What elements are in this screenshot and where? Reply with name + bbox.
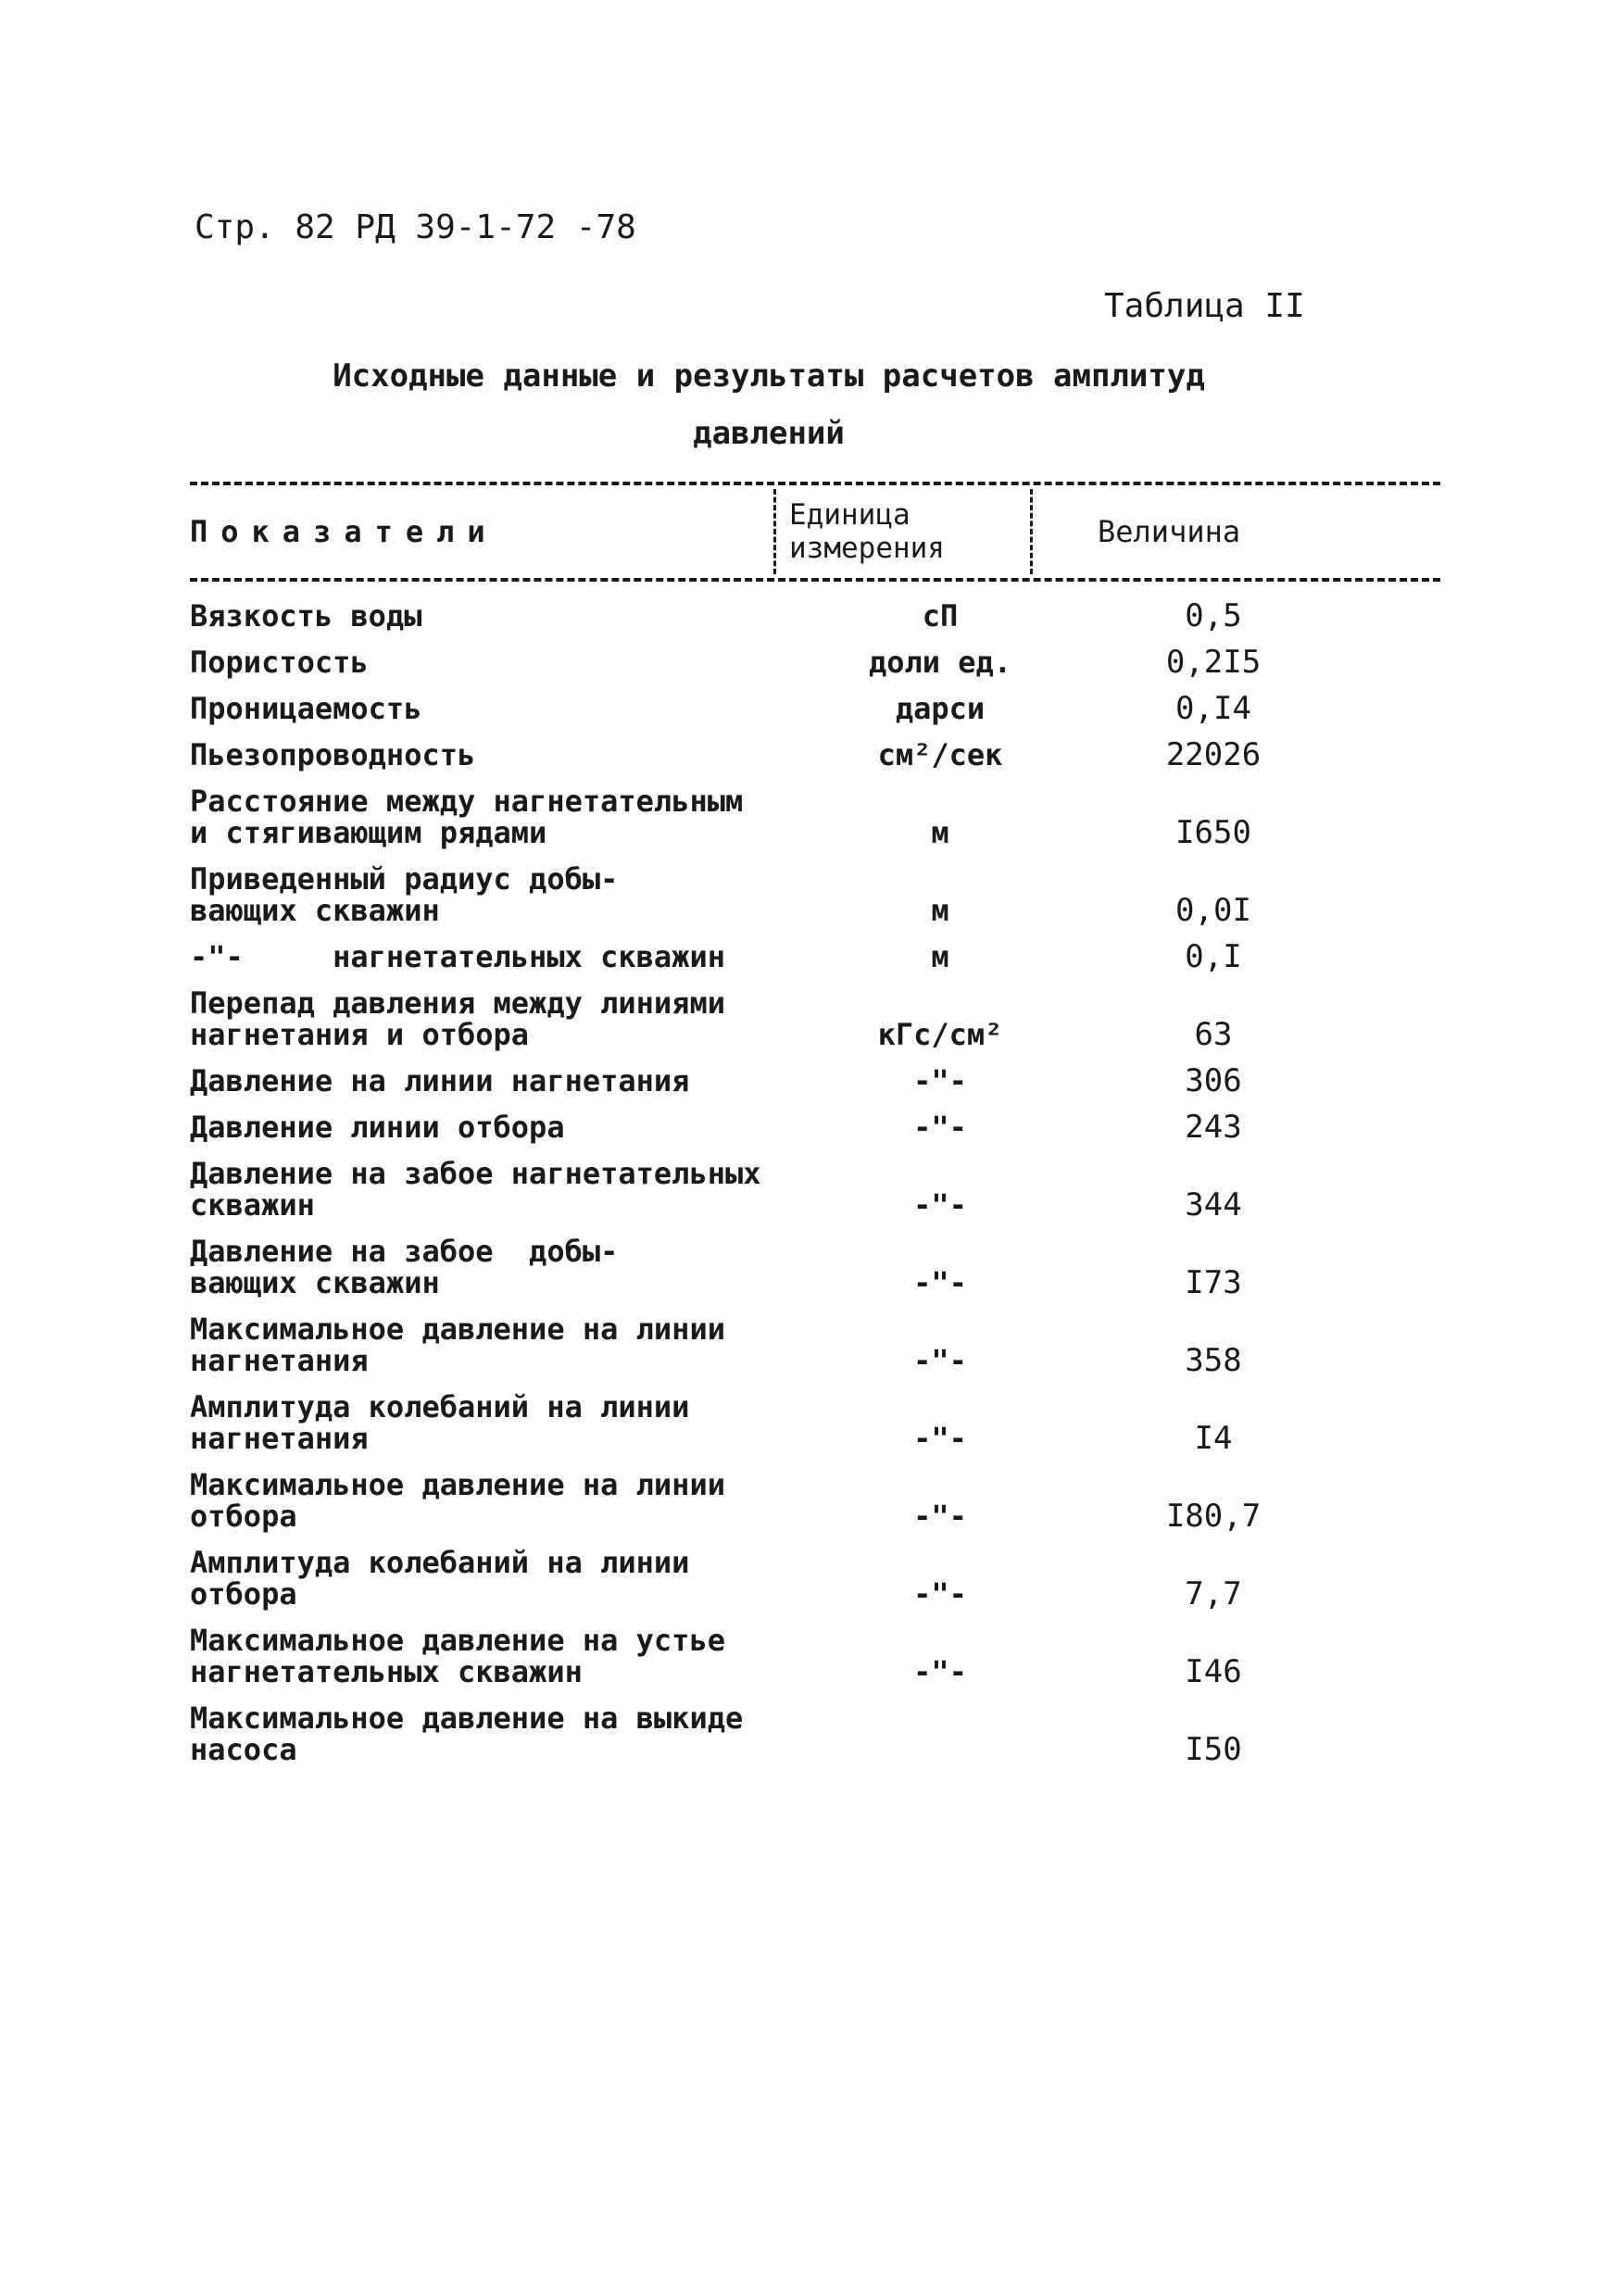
row-value: 22026 (1165, 736, 1262, 773)
table-row (190, 1109, 1440, 1146)
row-indicator: Пористость (190, 645, 369, 680)
column-header-unit-text: Единица измерения (789, 498, 945, 565)
page-header: Стр. 82 РД 39-1-72 -78 (195, 208, 636, 246)
table-number: Таблица II (1104, 287, 1305, 325)
table-row (190, 985, 1440, 1053)
row-indicator: Давление линии отбора (190, 1110, 565, 1145)
table-row (190, 784, 1440, 851)
row-unit: -"- (913, 1654, 967, 1689)
row-indicator: Амплитуда колебаний на линии отбора (190, 1545, 690, 1612)
row-indicator: Максимальное давление на выкиде насоса (190, 1700, 744, 1767)
row-indicator: Расстояние между нагнетательным и стягивающим рядами (190, 784, 744, 850)
data-table (190, 482, 1440, 1780)
row-unit: м (931, 815, 949, 850)
row-indicator: Приведенный радиус добы- вающих скважин (190, 861, 619, 928)
row-value: I46 (1185, 1653, 1242, 1690)
row-indicator: -"- нагнетательных скважин (190, 939, 725, 974)
row-indicator: Максимальное давление на линии отбора (190, 1467, 725, 1534)
row-unit: доли ед. (868, 645, 1012, 680)
table-body (190, 597, 1440, 1768)
row-indicator: Давление на линии нагнетания (190, 1063, 690, 1098)
row-indicator: Проницаемость (190, 691, 422, 726)
row-value: I650 (1175, 814, 1251, 851)
table-row (190, 1389, 1440, 1457)
row-value: 243 (1185, 1109, 1242, 1146)
table-row (190, 1700, 1440, 1768)
row-indicator: Максимальное давление на устье нагнетательных скважин (190, 1623, 725, 1689)
row-value: I73 (1185, 1264, 1242, 1301)
table-header-row (190, 485, 1440, 578)
table-row (190, 736, 1440, 773)
row-value: 0,2I5 (1165, 644, 1262, 681)
row-unit: -"- (913, 1421, 967, 1456)
column-header-indicators: Показатели (190, 514, 498, 549)
row-value: 358 (1185, 1342, 1242, 1379)
table-row (190, 1062, 1440, 1099)
row-value: 344 (1185, 1186, 1242, 1223)
row-value: 306 (1185, 1062, 1242, 1099)
row-unit: дарси (895, 691, 986, 726)
row-indicator: Вязкость воды (190, 598, 422, 634)
row-unit: -"- (913, 1187, 967, 1223)
table-header-rule (190, 578, 1440, 582)
row-value: I80,7 (1165, 1498, 1262, 1535)
column-header-value: Величина (1098, 514, 1241, 549)
table-row (190, 1158, 1440, 1221)
row-unit: -"- (913, 1265, 967, 1300)
row-indicator: Давление на забое нагнетательных скважин (190, 1156, 761, 1223)
row-indicator: Амплитуда колебаний на линии нагнетания (190, 1389, 690, 1456)
row-unit: кГс/см² (877, 1017, 1003, 1052)
table-row (190, 644, 1440, 681)
row-value: 0,5 (1185, 597, 1242, 634)
table-row (190, 597, 1440, 634)
column-header-unit (773, 489, 1033, 574)
row-indicator: Пьезопроводность (190, 737, 476, 772)
row-unit: -"- (913, 1343, 967, 1378)
table-title (269, 347, 1269, 462)
row-unit: -"- (913, 1499, 967, 1534)
table-title-line-2: давлений (693, 415, 845, 452)
row-value: I4 (1194, 1420, 1233, 1457)
row-indicator: Давление на забое добы- вающих скважин (190, 1234, 619, 1300)
row-value: 0,I4 (1175, 690, 1251, 727)
table-row (190, 1467, 1440, 1535)
table-row (190, 861, 1440, 929)
row-indicator: Перепад давления между линиями нагнетания и отбора (190, 985, 725, 1052)
row-unit: см²/сек (877, 737, 1003, 772)
table-row (190, 1547, 1440, 1610)
table-row (190, 690, 1440, 727)
row-value: 0,I (1185, 938, 1242, 975)
row-unit: -"- (913, 1576, 967, 1612)
row-value: I50 (1185, 1731, 1242, 1768)
table-row (190, 938, 1440, 975)
table-title-line-1: Исходные данные и результаты расчетов амплитуд (333, 358, 1205, 395)
row-value: 0,0I (1175, 892, 1251, 929)
table-row (190, 1236, 1440, 1299)
row-unit: м (931, 939, 949, 974)
row-unit: м (931, 893, 949, 928)
table-row (190, 1623, 1440, 1690)
row-unit: -"- (913, 1063, 967, 1098)
row-unit: сП (922, 598, 959, 634)
row-unit: -"- (913, 1110, 967, 1145)
table-row (190, 1311, 1440, 1379)
row-indicator: Максимальное давление на линии нагнетания (190, 1311, 725, 1378)
row-value: 7,7 (1185, 1575, 1242, 1612)
row-value: 63 (1194, 1016, 1233, 1053)
